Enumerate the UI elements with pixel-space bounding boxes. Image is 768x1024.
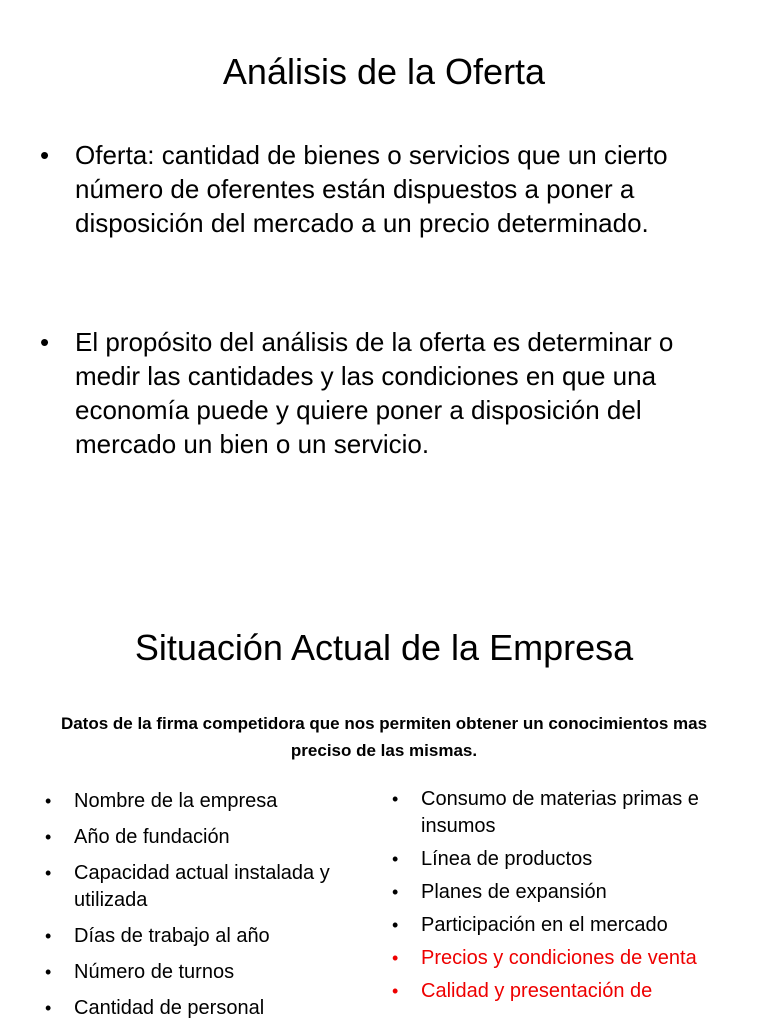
item-text: Días de trabajo al año <box>74 925 270 947</box>
item-text: Línea de productos <box>421 848 593 870</box>
bullet-glyph: • <box>45 791 52 811</box>
list-item <box>387 786 727 840</box>
bullet-glyph: • <box>392 882 399 902</box>
list-item <box>40 995 380 1022</box>
slide2-subtitle: Datos de la firma competidora que nos permiten obtener un conocimientos mas preciso de las mismas. <box>60 714 708 760</box>
list-item <box>387 846 727 873</box>
list-item <box>40 788 380 815</box>
bullet-glyph: • <box>392 981 399 1001</box>
bullet-glyph: • <box>45 863 52 883</box>
oferta-definition-bullet <box>40 138 730 240</box>
bullet-glyph: • <box>45 962 52 982</box>
bullet-glyph: • <box>40 140 50 170</box>
item-text: Cantidad de personal <box>74 997 265 1019</box>
list-item <box>387 879 727 906</box>
list-item <box>40 923 380 950</box>
slide1-title: Análisis de la Oferta <box>222 51 546 92</box>
list-item <box>40 138 730 240</box>
bullet-text: Oferta: cantidad de bienes o servicios que un cierto número de oferentes están dispuestos a poner a disposición del mercado a un precio determinado. <box>75 140 668 238</box>
slide-situacion-actual <box>0 576 768 1024</box>
item-text: Participación en el mercado <box>421 914 668 936</box>
list-item <box>40 824 380 851</box>
right-column-list <box>387 786 727 1011</box>
item-text: Año de fundación <box>74 826 230 848</box>
item-text: Consumo de materias primas e insumos <box>421 788 699 837</box>
bullet-glyph: • <box>392 915 399 935</box>
list-item <box>40 325 730 461</box>
list-item <box>40 860 380 914</box>
bullet-glyph: • <box>45 926 52 946</box>
oferta-purpose-bullet <box>40 325 730 461</box>
bullet-glyph: • <box>45 998 52 1018</box>
bullet-glyph: • <box>392 849 399 869</box>
bullet-text: El propósito del análisis de la oferta es determinar o medir las cantidades y las condiciones en que una economía puede y quiere poner a disposición del mercado un bien o un servicio. <box>75 327 674 459</box>
item-text: Precios y condiciones de venta <box>421 947 697 969</box>
item-text: Calidad y presentación de <box>421 980 653 1002</box>
list-item <box>40 959 380 986</box>
list-item-highlighted <box>387 978 727 1005</box>
item-text: Planes de expansión <box>421 881 607 903</box>
slide2-title: Situación Actual de la Empresa <box>134 627 634 668</box>
bullet-glyph: • <box>392 948 399 968</box>
item-text: Capacidad actual instalada y utilizada <box>74 862 330 911</box>
bullet-glyph: • <box>45 827 52 847</box>
bullet-glyph: • <box>392 789 399 809</box>
item-text: Nombre de la empresa <box>74 790 278 812</box>
bullet-glyph: • <box>40 327 50 357</box>
item-text: Número de turnos <box>74 961 235 983</box>
list-item <box>387 912 727 939</box>
left-column-list <box>40 788 380 1024</box>
list-item-highlighted <box>387 945 727 972</box>
